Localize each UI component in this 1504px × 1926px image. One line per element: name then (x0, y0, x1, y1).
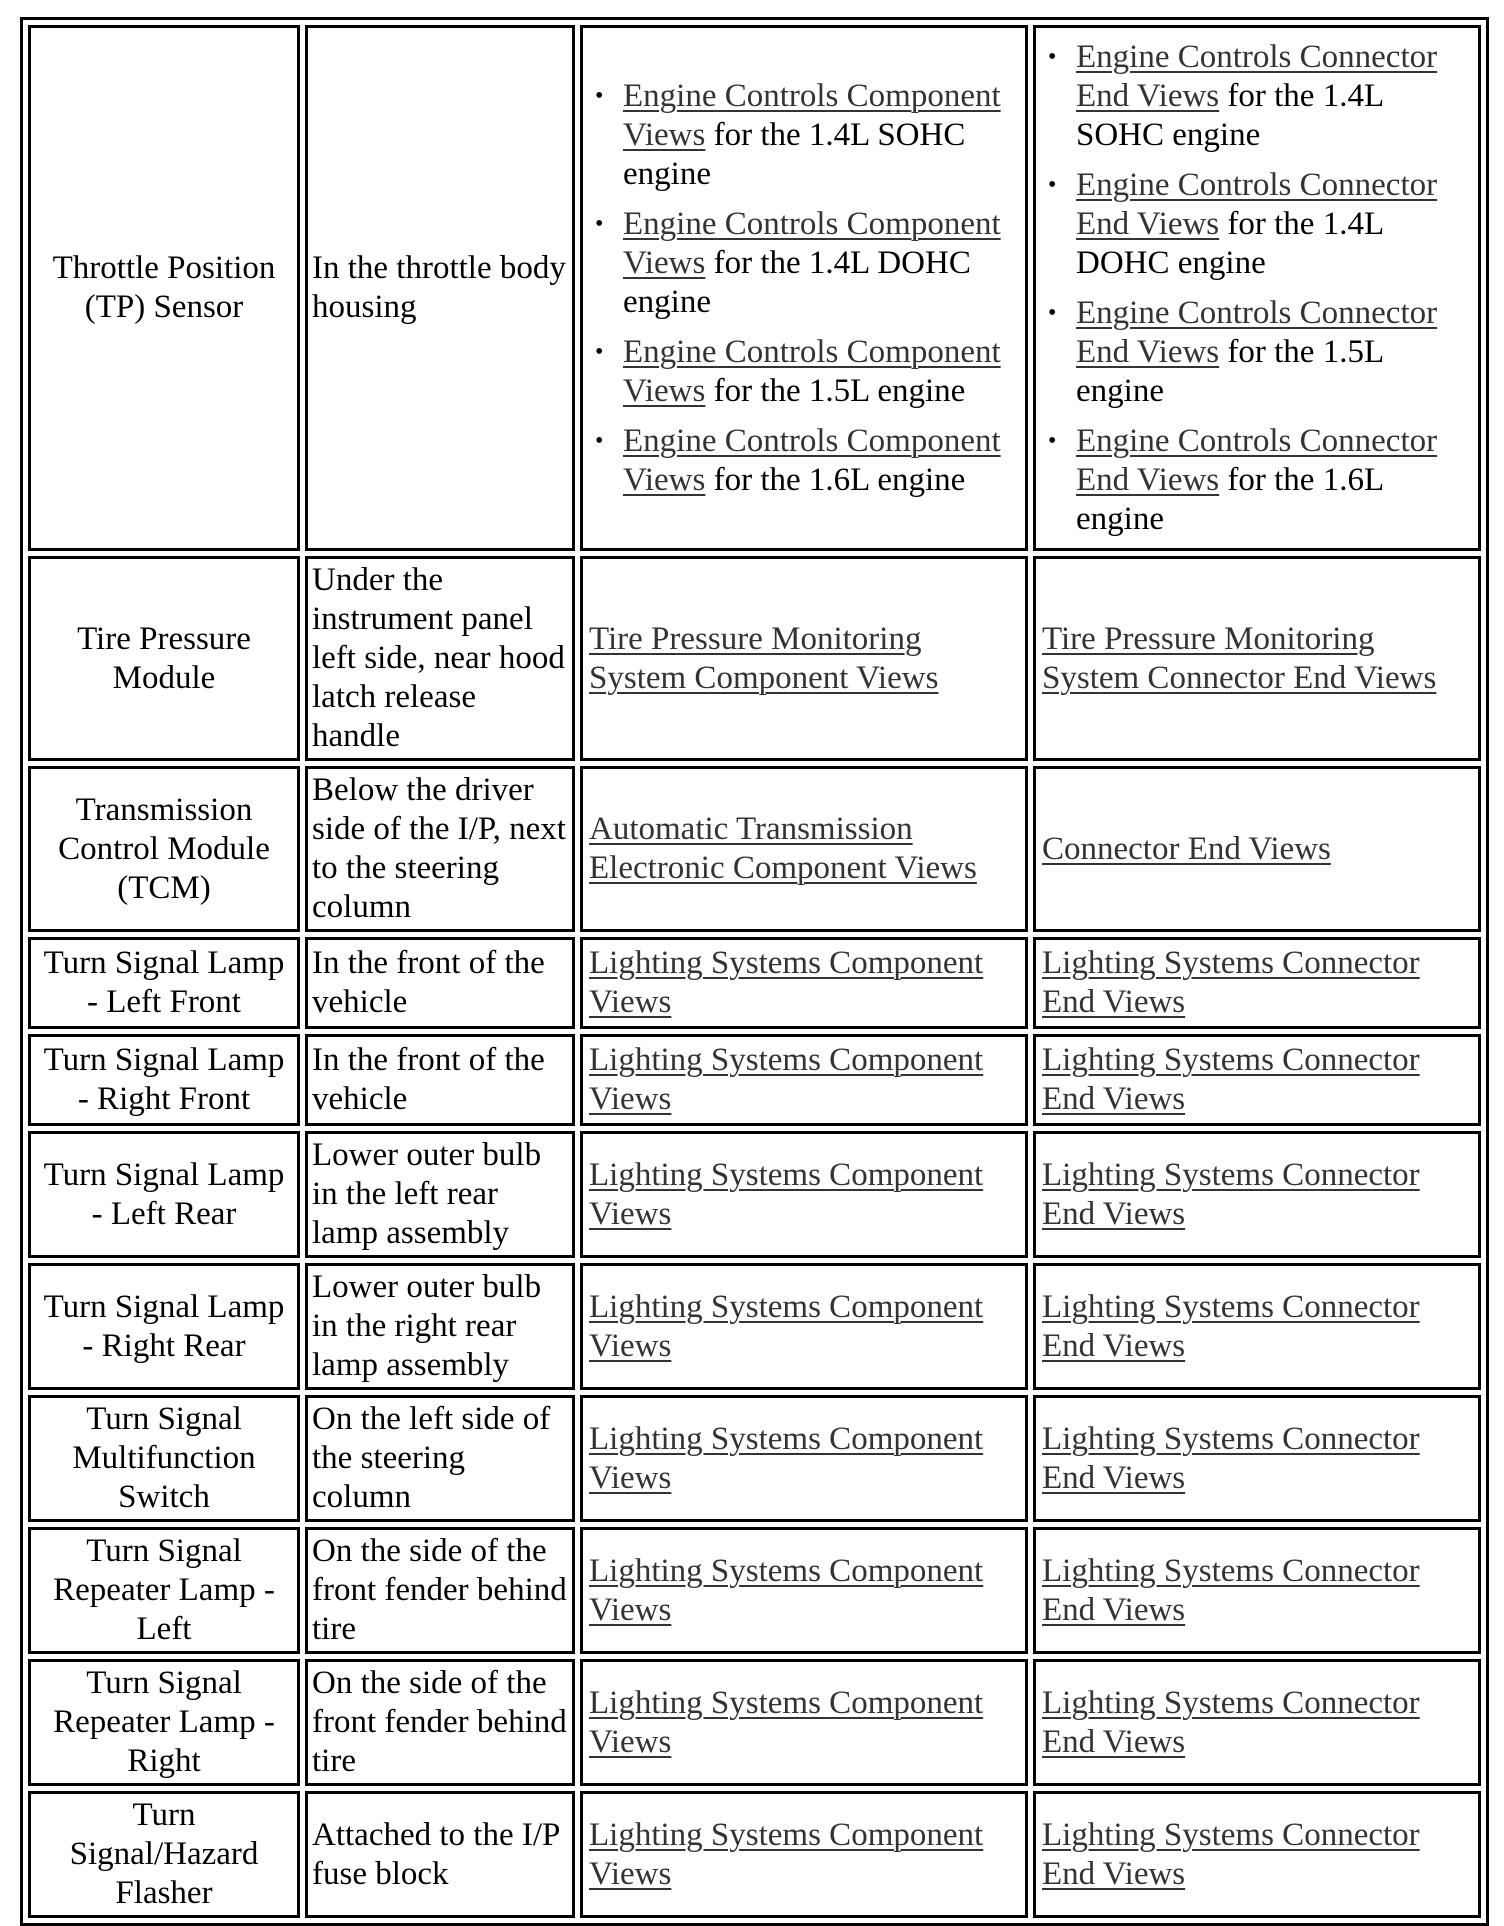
component-views-link[interactable]: Lighting Systems Component Views (589, 1684, 984, 1760)
component-views-cell (580, 1263, 1028, 1390)
table-row (28, 766, 1481, 932)
connector-views-link[interactable]: Lighting Systems Connector End Views (1042, 1288, 1420, 1364)
bullet-icon: • (595, 210, 604, 237)
component-views-link[interactable]: Lighting Systems Component Views (589, 1156, 984, 1232)
table-row (28, 1131, 1481, 1258)
link-suffix: for the 1.4L DOHC engine (623, 244, 971, 320)
component-location: Below the driver side of the I/P, next to the steering column (305, 766, 575, 932)
component-name: Turn Signal Lamp - Right Front (28, 1034, 300, 1126)
bullet-icon: • (595, 427, 604, 454)
component-views-link[interactable]: Lighting Systems Component Views (589, 1288, 984, 1364)
connector-views-cell (1033, 1659, 1481, 1786)
connector-views-cell (1033, 937, 1481, 1029)
list-item (595, 77, 1019, 194)
component-location: In the throttle body housing (305, 25, 575, 551)
component-views-link[interactable]: Engine Controls Component Views (623, 77, 1001, 153)
component-views-cell (580, 1659, 1028, 1786)
connector-views-link[interactable]: Engine Controls Connector End Views (1076, 422, 1438, 498)
connector-views-link[interactable]: Tire Pressure Monitoring System Connector End Views (1042, 620, 1437, 696)
list-item (595, 422, 1019, 500)
list-item (1048, 294, 1472, 411)
component-locator-table (20, 17, 1489, 1926)
component-location: On the side of the front fender behind tire (305, 1527, 575, 1654)
component-views-cell (580, 556, 1028, 761)
component-name: Turn Signal/Hazard Flasher (28, 1791, 300, 1918)
connector-views-cell (1033, 1527, 1481, 1654)
component-location: Under the instrument panel left side, near hood latch release handle (305, 556, 575, 761)
component-views-link[interactable]: Lighting Systems Component Views (589, 1552, 984, 1628)
component-views-link[interactable]: Engine Controls Component Views (623, 205, 1001, 281)
list-item (1048, 166, 1472, 283)
component-views-link[interactable]: Engine Controls Component Views (623, 333, 1001, 409)
list-item (1048, 38, 1472, 155)
component-location: In the front of the vehicle (305, 1034, 575, 1126)
component-name: Turn Signal Lamp - Left Rear (28, 1131, 300, 1258)
link-suffix: for the 1.6L engine (1076, 461, 1383, 537)
connector-views-list (1042, 38, 1472, 539)
bullet-icon: • (1048, 171, 1057, 198)
bullet-icon: • (1048, 299, 1057, 326)
component-name: Turn Signal Multifunction Switch (28, 1395, 300, 1522)
component-views-link[interactable]: Lighting Systems Component Views (589, 1816, 984, 1892)
component-location: On the side of the front fender behind tire (305, 1659, 575, 1786)
component-name: Turn Signal Lamp - Left Front (28, 937, 300, 1029)
connector-views-link[interactable]: Lighting Systems Connector End Views (1042, 1816, 1420, 1892)
component-views-link[interactable]: Automatic Transmission Electronic Component Views (589, 811, 977, 886)
component-views-link[interactable]: Lighting Systems Component Views (589, 1042, 984, 1117)
table-row (28, 1659, 1481, 1786)
connector-views-link[interactable]: Lighting Systems Connector End Views (1042, 945, 1420, 1020)
connector-views-link[interactable]: Connector End Views (1042, 830, 1331, 867)
component-views-cell (580, 1131, 1028, 1258)
component-views-link[interactable]: Engine Controls Component Views (623, 422, 1001, 498)
component-views-list (589, 77, 1019, 500)
list-item (595, 205, 1019, 322)
component-name: Tire Pressure Module (28, 556, 300, 761)
component-views-cell (580, 1791, 1028, 1918)
component-views-cell (580, 1034, 1028, 1126)
connector-views-link[interactable]: Engine Controls Connector End Views (1076, 38, 1438, 114)
connector-views-cell (1033, 766, 1481, 932)
table-row (28, 1527, 1481, 1654)
connector-views-link[interactable]: Lighting Systems Connector End Views (1042, 1552, 1420, 1628)
connector-views-cell (1033, 1034, 1481, 1126)
connector-views-link[interactable]: Engine Controls Connector End Views (1076, 166, 1438, 242)
component-views-cell (580, 25, 1028, 551)
component-views-link[interactable]: Lighting Systems Component Views (589, 945, 984, 1020)
bullet-icon: • (1048, 427, 1057, 454)
table-row (28, 1034, 1481, 1126)
connector-views-cell (1033, 1791, 1481, 1918)
component-views-cell (580, 1395, 1028, 1522)
connector-views-link[interactable]: Engine Controls Connector End Views (1076, 294, 1438, 370)
table-row (28, 1791, 1481, 1918)
link-suffix: for the 1.4L DOHC engine (1076, 205, 1383, 281)
link-suffix: for the 1.4L SOHC engine (1076, 77, 1383, 153)
connector-views-link[interactable]: Lighting Systems Connector End Views (1042, 1684, 1420, 1760)
component-location: On the left side of the steering column (305, 1395, 575, 1522)
connector-views-cell (1033, 1395, 1481, 1522)
connector-views-cell (1033, 556, 1481, 761)
component-views-link[interactable]: Tire Pressure Monitoring System Component Views (589, 620, 939, 696)
list-item (1048, 422, 1472, 539)
component-views-cell (580, 1527, 1028, 1654)
list-item (595, 333, 1019, 411)
bullet-icon: • (1048, 43, 1057, 70)
link-suffix: for the 1.5L engine (713, 372, 966, 409)
component-location: Lower outer bulb in the right rear lamp assembly (305, 1263, 575, 1390)
connector-views-cell (1033, 1263, 1481, 1390)
component-name: Throttle Position (TP) Sensor (28, 25, 300, 551)
connector-views-cell (1033, 25, 1481, 551)
component-views-cell (580, 766, 1028, 932)
link-suffix: for the 1.4L SOHC engine (623, 116, 966, 192)
component-location: Attached to the I/P fuse block (305, 1791, 575, 1918)
bullet-icon: • (595, 82, 604, 109)
component-location: In the front of the vehicle (305, 937, 575, 1029)
connector-views-cell (1033, 1131, 1481, 1258)
link-suffix: for the 1.5L engine (1076, 333, 1383, 409)
table-row (28, 1263, 1481, 1390)
component-views-cell (580, 937, 1028, 1029)
component-location: Lower outer bulb in the left rear lamp assembly (305, 1131, 575, 1258)
link-suffix: for the 1.6L engine (713, 461, 966, 498)
table-row (28, 25, 1481, 551)
component-name: Turn Signal Lamp - Right Rear (28, 1263, 300, 1390)
table-row (28, 556, 1481, 761)
component-name: Transmission Control Module (TCM) (28, 766, 300, 932)
connector-views-link[interactable]: Lighting Systems Connector End Views (1042, 1156, 1420, 1232)
table-row (28, 1395, 1481, 1522)
connector-views-link[interactable]: Lighting Systems Connector End Views (1042, 1420, 1420, 1496)
connector-views-link[interactable]: Lighting Systems Connector End Views (1042, 1042, 1420, 1117)
component-name: Turn Signal Repeater Lamp - Right (28, 1659, 300, 1786)
component-views-link[interactable]: Lighting Systems Component Views (589, 1420, 984, 1496)
component-name: Turn Signal Repeater Lamp - Left (28, 1527, 300, 1654)
bullet-icon: • (595, 338, 604, 365)
table-row (28, 937, 1481, 1029)
